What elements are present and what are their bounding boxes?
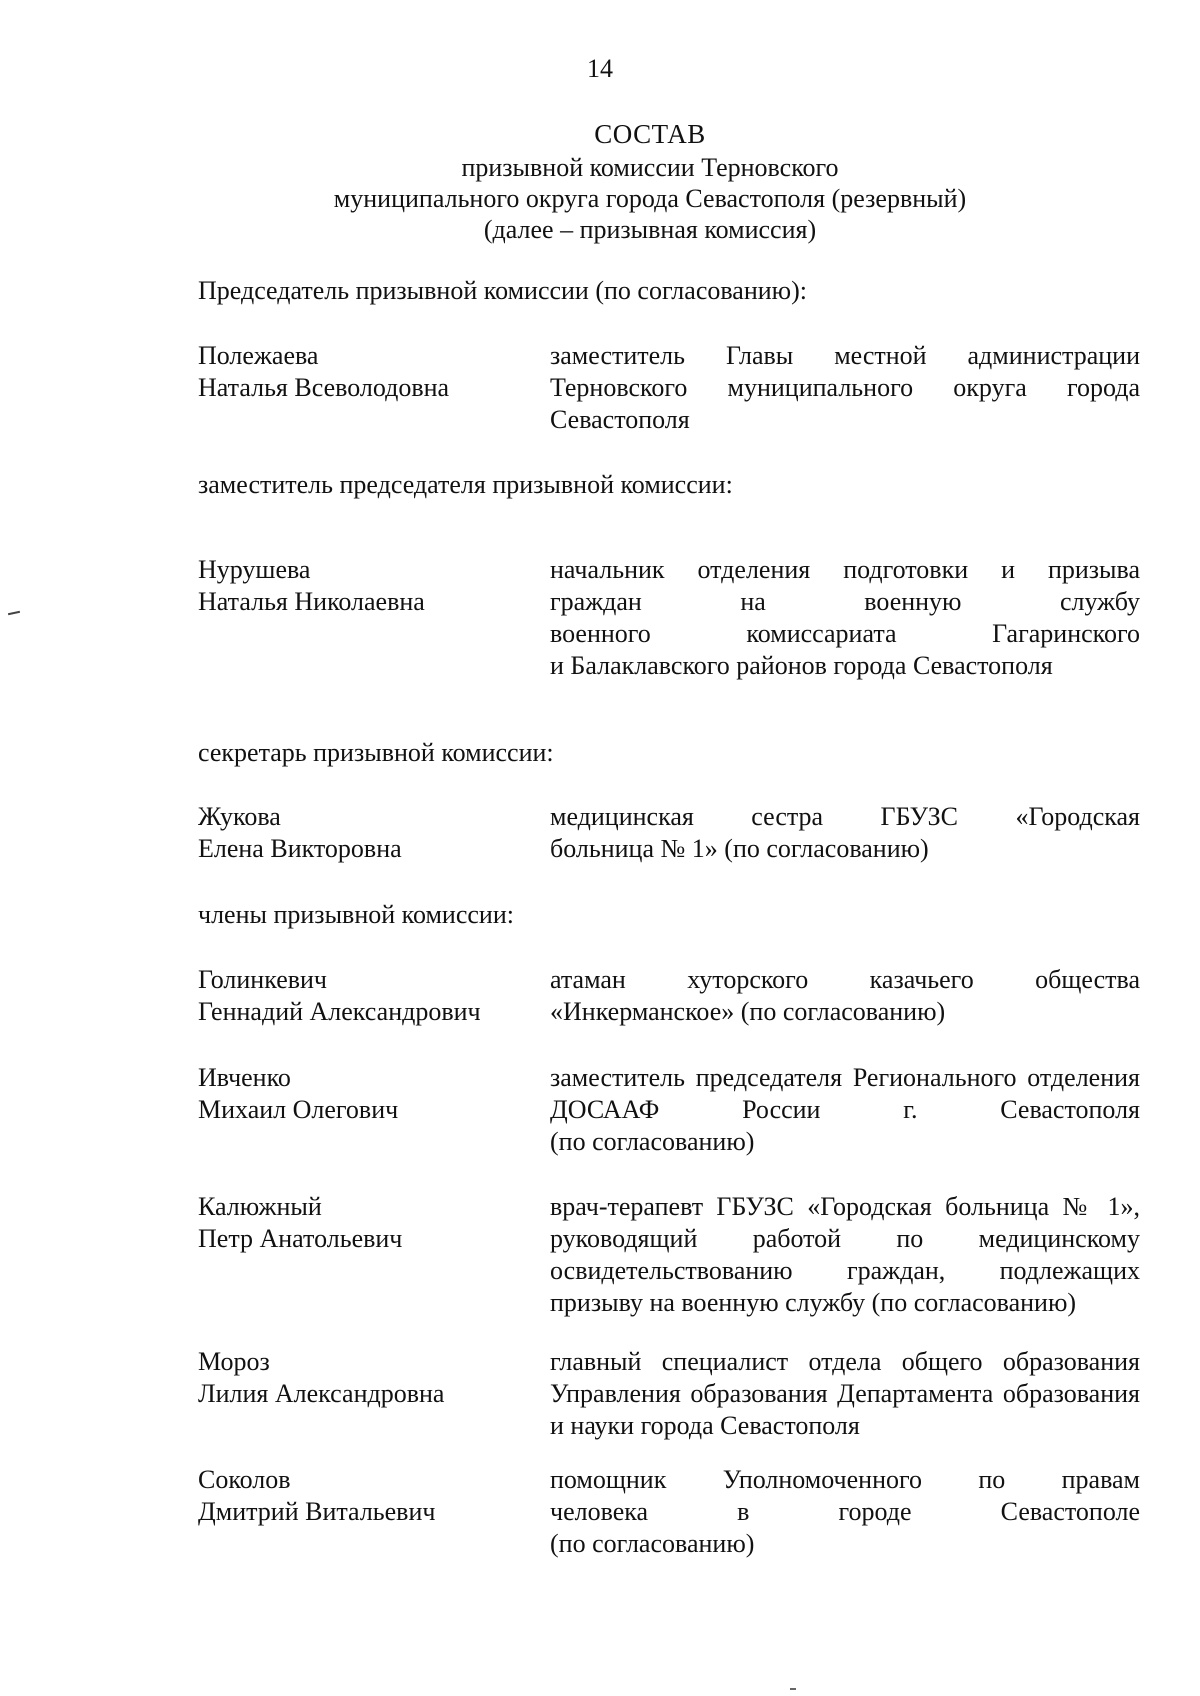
member-surname: Жукова	[198, 802, 281, 831]
member-given-names: Наталья Николаевна	[198, 587, 425, 616]
member-given-names: Наталья Всеволодовна	[198, 373, 450, 402]
position-line: человека в городе Севастополе	[550, 1497, 1140, 1526]
position-line: помощник Уполномоченного по правам	[550, 1465, 1140, 1494]
member-surname: Мороз	[198, 1347, 270, 1376]
position-line: атаман хуторского казачьего общества	[550, 965, 1140, 994]
position-line: «Инкерманское» (по согласованию)	[550, 997, 946, 1026]
position-line: заместитель Главы местной администрации	[550, 341, 1140, 370]
position-line: ДОСААФ России г. Севастополя	[550, 1095, 1140, 1124]
member-surname: Соколов	[198, 1465, 291, 1494]
position-line: и Балаклавского районов города Севастополя	[550, 651, 1053, 680]
member-position	[550, 1062, 1140, 1158]
position-line: (по согласованию)	[550, 1127, 755, 1156]
document-title-block	[275, 116, 1025, 245]
member-name	[198, 1346, 538, 1410]
document-title: СОСТАВ	[594, 119, 706, 149]
position-line: и науки города Севастополя	[550, 1411, 860, 1440]
position-line: врач-терапевт ГБУЗС «Городская больница № 1»,	[550, 1192, 1140, 1221]
member-name	[198, 340, 538, 404]
document-subtitle-line-2: муниципального округа города Севастополя (резервный)	[333, 184, 967, 213]
section-heading-members: члены призывной комиссии:	[198, 900, 514, 929]
section-heading-secretary: секретарь призывной комиссии:	[198, 738, 554, 767]
member-position	[550, 1191, 1140, 1319]
position-line: Управления образования Департамента образования	[550, 1379, 1140, 1408]
position-line: военного комиссариата Гагаринского	[550, 619, 1140, 648]
member-given-names: Михаил Олегович	[198, 1095, 399, 1124]
member-position	[550, 1346, 1140, 1442]
member-surname: Калюжный	[198, 1192, 322, 1221]
section-heading-chair: Председатель призывной комиссии (по согласованию):	[198, 276, 807, 305]
member-position	[550, 801, 1140, 865]
position-line: Севастополя	[550, 405, 690, 434]
member-position	[550, 1464, 1140, 1560]
member-name	[198, 964, 538, 1028]
member-given-names: Дмитрий Витальевич	[198, 1497, 436, 1526]
member-position	[550, 554, 1140, 682]
member-given-names: Петр Анатольевич	[198, 1224, 403, 1253]
member-surname: Ивченко	[198, 1063, 291, 1092]
scan-bottom-mark	[790, 1688, 796, 1690]
member-name	[198, 1191, 538, 1255]
page-number: 14	[587, 54, 613, 83]
position-line: призыву на военную службу (по согласованию)	[550, 1288, 1077, 1317]
section-heading-deputy: заместитель председателя призывной комиссии:	[198, 470, 733, 499]
position-line: заместитель председателя Регионального отделения	[550, 1063, 1140, 1092]
document-subtitle-line-3: (далее – призывная комиссия)	[483, 215, 817, 244]
member-position	[550, 340, 1140, 436]
member-name	[198, 1464, 538, 1528]
member-given-names: Лилия Александровна	[198, 1379, 445, 1408]
position-line: начальник отделения подготовки и призыва	[550, 555, 1140, 584]
member-name	[198, 554, 538, 618]
member-given-names: Геннадий Александрович	[198, 997, 481, 1026]
member-surname: Нурушева	[198, 555, 311, 584]
member-name	[198, 801, 538, 865]
position-line: граждан на военную службу	[550, 587, 1140, 616]
member-surname: Полежаева	[198, 341, 319, 370]
member-position	[550, 964, 1140, 1028]
position-line: освидетельствованию граждан, подлежащих	[550, 1256, 1140, 1285]
position-line: (по согласованию)	[550, 1529, 755, 1558]
document-subtitle-line-1: призывной комиссии Терновского	[461, 153, 839, 182]
position-line: Терновского муниципального округа города	[550, 373, 1140, 402]
position-line: больница № 1» (по согласованию)	[550, 834, 929, 863]
member-surname: Голинкевич	[198, 965, 327, 994]
position-line: главный специалист отдела общего образования	[550, 1347, 1140, 1376]
position-line: руководящий работой по медицинскому	[550, 1224, 1140, 1253]
position-line: медицинская сестра ГБУЗС «Городская	[550, 802, 1140, 831]
member-given-names: Елена Викторовна	[198, 834, 402, 863]
scan-margin-mark	[8, 611, 20, 615]
member-name	[198, 1062, 538, 1126]
